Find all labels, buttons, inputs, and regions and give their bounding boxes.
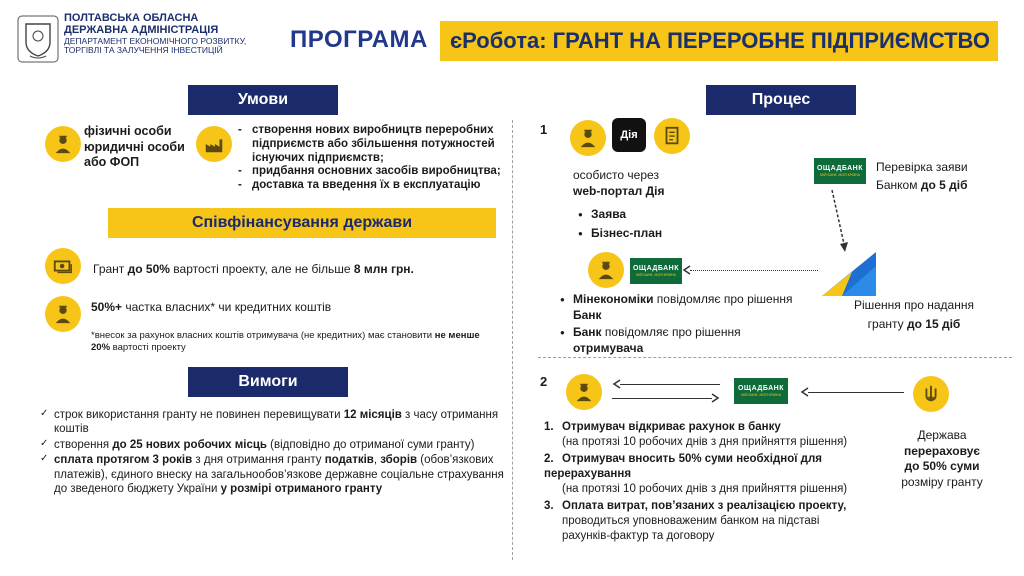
step-1-number: 1 (540, 122, 548, 137)
arrow-right-icon (710, 393, 720, 403)
bank-name: ОЩАДБАНК (632, 265, 680, 272)
document-item: ● Заява (578, 207, 662, 223)
oschadbank-logo (734, 378, 788, 404)
decision-term: до 15 діб (907, 316, 961, 331)
arrow-down-icon (828, 188, 852, 254)
own-funds-rest: частка власних* чи кредитних коштів (122, 300, 332, 314)
requirement-taxes: податків (324, 454, 374, 467)
step-title: Оплата витрат, пов’язаних з реалізацією проекту, (562, 499, 847, 512)
vertical-divider (512, 120, 513, 560)
requirement-item (40, 453, 506, 496)
process-heading: Процес (706, 85, 856, 115)
bank-name: ОЩАДБАНК (737, 385, 785, 392)
oschadbank-logo (814, 158, 866, 184)
factory-icon (196, 126, 232, 162)
notify-arrow (690, 270, 818, 271)
conditions-heading: Умови (188, 85, 338, 115)
requirement-item (40, 408, 506, 437)
bank-check-line: Перевірка заяви (876, 160, 968, 174)
notification-list (560, 292, 800, 356)
step-number: 3. (544, 499, 554, 512)
decision-line: Рішення про надання (854, 298, 974, 312)
own-funds-note (91, 330, 491, 354)
bank-check-line (876, 176, 968, 194)
condition-item: - придбання основних засобів виробництва; (236, 165, 508, 179)
note-min-percent: не менше 20% (91, 330, 480, 353)
step-item (544, 420, 866, 450)
requirement-text: строк використання гранту не повинен перевищувати (54, 409, 344, 421)
state-line: розміру гранту (901, 474, 983, 489)
step-number: 1. (544, 421, 554, 433)
ministry-logo (822, 252, 876, 296)
step-subtext: (на протязі 10 робочих днів з дня прийняття рішення) (562, 482, 848, 495)
bank-check-part: Банком (876, 178, 921, 192)
bank-slogan: МІЙ БАНК. МОЯ КРАЇНА (820, 173, 860, 177)
document-icon (654, 118, 690, 154)
step-subtext: проводиться уповноваженим банком на підставі рахунків-фактур та договору (562, 514, 820, 542)
steps-list (544, 420, 866, 546)
oschadbank-logo (630, 258, 682, 284)
bank-slogan: МІЙ БАНК. МОЯ КРАЇНА (741, 393, 781, 397)
requirement-text: , (373, 454, 381, 467)
submission-portal: web-портал Дія (573, 184, 665, 199)
state-line: Держава (917, 428, 967, 442)
person-icon (570, 120, 606, 156)
notification-sender: Банк (573, 325, 602, 340)
arrow-left-icon (612, 379, 622, 389)
notification-receiver: отримувача (573, 340, 644, 355)
requirement-text: (обов’язкових платежів), єдиного внеску на загальнообов’язкове державне соціальне страхування до зведеного бюджету України (54, 454, 504, 495)
conditions-list (236, 124, 508, 193)
coat-of-arms-logo (16, 14, 60, 64)
step-subtext: (на протязі 10 робочих днів з дня прийняття рішення) (562, 435, 848, 448)
page-title: єРобота: ГРАНТ НА ПЕРЕРОБНЕ ПІДПРИЄМСТВО (440, 21, 998, 61)
document-item: ● Бізнес-план (578, 226, 662, 242)
grant-size-text (93, 262, 414, 276)
program-label: ПРОГРАМА (290, 26, 428, 53)
requirement-amount: у розмірі отриманого гранту (220, 482, 383, 495)
requirements-list (40, 408, 506, 497)
decision-line (824, 315, 1004, 334)
state-transfer-text (872, 428, 1012, 490)
documents-list (578, 207, 662, 241)
money-icon (45, 248, 81, 284)
arrow-to-receiver (620, 384, 720, 385)
requirement-text: (відповідно до отриманої суми гранту) (266, 438, 475, 451)
grant-text-part: Грант (93, 262, 128, 276)
condition-item: - доставка та введення їх в експлуатацію (236, 179, 508, 193)
arrow-to-bank (612, 398, 712, 399)
own-funds-text (91, 300, 331, 314)
cofinancing-heading: Співфінансування держави (108, 208, 496, 238)
condition-item: - створення нових виробництв переробних підприємств або збільшення потужностей існуючих підприємств; (236, 124, 508, 165)
arrow-state-to-bank (808, 392, 904, 393)
submission-line: особисто через (573, 168, 659, 182)
person-icon (566, 374, 602, 410)
org-department: ДЕПАРТАМЕНТ ЕКОНОМІЧНОГО РОЗВИТКУ, ТОРГІВЛІ ТА ЗАЛУЧЕННЯ ІНВЕСТИЦІЙ (64, 36, 247, 56)
step-item (544, 499, 866, 544)
person-icon (45, 296, 81, 332)
notification-sender: Мінекономіки (573, 292, 654, 306)
requirement-text: створення (54, 438, 113, 451)
bank-slogan: МІЙ БАНК. МОЯ КРАЇНА (636, 273, 676, 277)
notification-receiver: Банк (573, 307, 602, 322)
arrow-left-icon (800, 387, 810, 397)
decision-text (824, 296, 1004, 333)
requirement-text: з дня отримання гранту (192, 454, 325, 467)
notification-item (560, 325, 800, 356)
bank-check-text (876, 158, 968, 194)
state-line: перераховує (903, 443, 980, 458)
requirement-text: з часу отримання коштів (54, 409, 499, 436)
arrow-left-icon (682, 265, 692, 275)
step-2-number: 2 (540, 374, 548, 389)
notification-text: повідомляє про рішення (653, 292, 793, 306)
submission-method (573, 167, 664, 199)
eligible-person-line: або ФОП (84, 155, 140, 170)
eligible-person-line: юридичні особи (84, 139, 185, 154)
note-part: вартості проекту (110, 341, 186, 353)
requirement-term: 12 місяців (343, 409, 402, 421)
person-icon (588, 252, 624, 288)
requirement-fees: зборів (380, 454, 418, 467)
grant-text-part: вартості проекту, але не більше (169, 262, 354, 276)
eligible-person-line: фізичні особи (84, 124, 172, 138)
requirements-heading: Вимоги (188, 367, 348, 397)
bank-check-term: до 5 діб (920, 178, 968, 192)
step-item (544, 452, 866, 497)
diia-logo: Дія (612, 118, 646, 152)
person-icon (45, 126, 81, 162)
step-title: Отримувач відкриває рахунок в банку (562, 421, 781, 433)
horizontal-divider (538, 357, 1012, 358)
organization-name (64, 13, 254, 56)
grant-percent: до 50% (127, 262, 170, 276)
org-name-line2: ДЕРЖАВНА АДМІНІСТРАЦІЯ (64, 23, 219, 36)
org-name-line1: ПОЛТАВСЬКА ОБЛАСНА (64, 12, 199, 24)
step-number: 2. (544, 452, 554, 465)
requirement-item (40, 438, 506, 452)
step-title: Отримувач вносить 50% суми необхідної для перерахування (544, 452, 822, 480)
bank-name: ОЩАДБАНК (816, 165, 864, 172)
requirement-term: сплата протягом 3 років (54, 454, 193, 467)
eligible-persons (84, 124, 194, 171)
trident-icon (913, 376, 949, 412)
own-funds-percent: 50%+ (91, 300, 123, 314)
state-line: до 50% суми (904, 459, 980, 474)
decision-part: гранту (867, 316, 907, 331)
notification-text: повідомляє про рішення (601, 325, 741, 340)
note-part: *внесок за рахунок власних коштів отримувача (не кредитних) має становити (91, 330, 435, 341)
notification-item (560, 292, 800, 323)
grant-max-amount: 8 млн грн. (353, 262, 414, 276)
requirement-jobs: до 25 нових робочих місць (112, 438, 267, 451)
